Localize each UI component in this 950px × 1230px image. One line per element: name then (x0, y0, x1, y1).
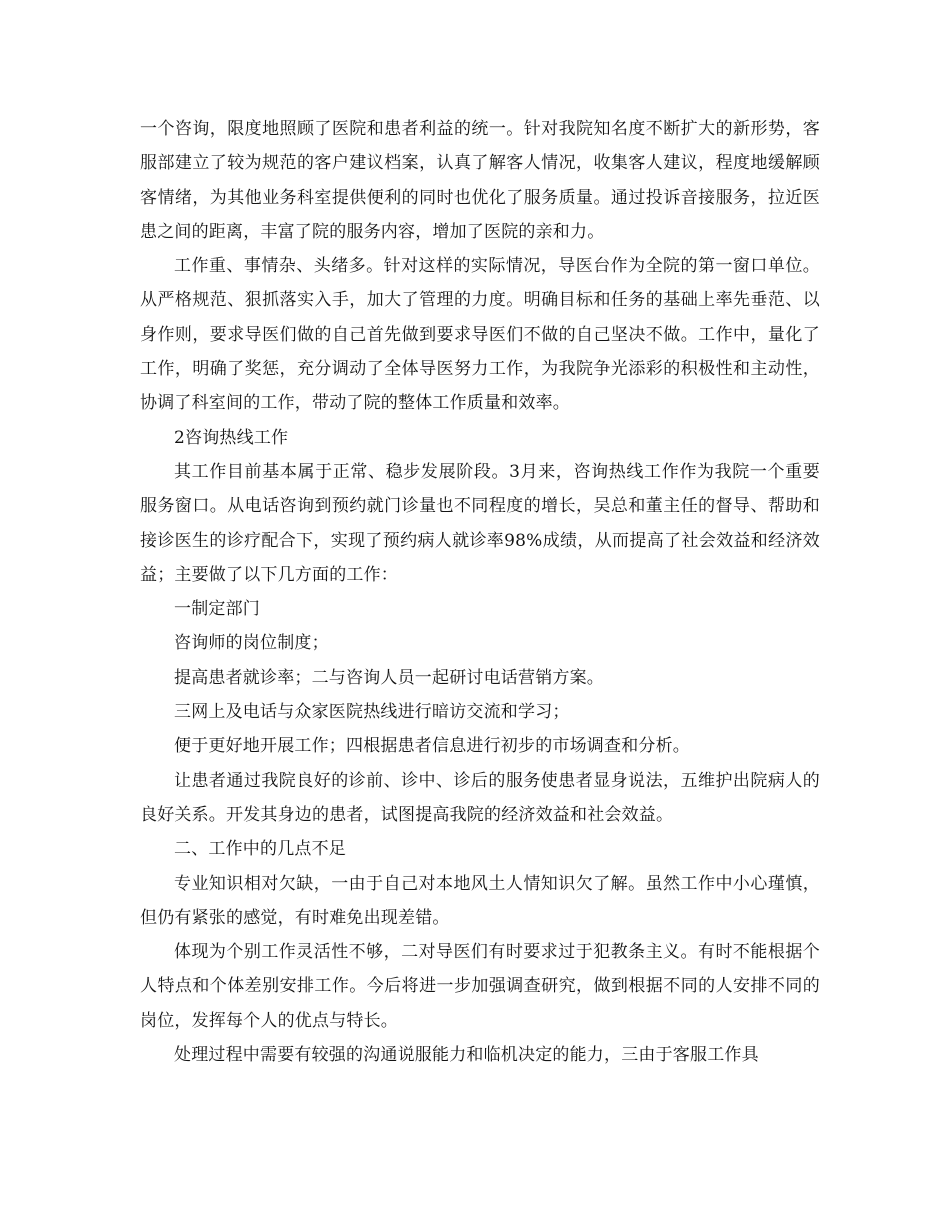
document-body (140, 112, 820, 1072)
paragraph-1: 一个咨询，限度地照顾了医院和患者利益的统一。针对我院知名度不断扩大的新形势，客服部建立了较为规范的客户建议档案，认真了解客人情况，收集客人建议，程度地缓解顾客情绪，为其他业务科室提供便利的同时也优化了服务质量。通过投诉音接服务，拉近医患之间的距离，丰富了院的服务内容，增加了医院的亲和力。 (140, 119, 820, 242)
list-item-3: 提高患者就诊率；二与咨询人员一起研讨电话营销方案。 (174, 667, 604, 688)
paragraph-3: 其工作目前基本属于正常、稳步发展阶段。3月来，咨询热线工作作为我院一个重要服务窗口。从电话咨询到预约就门诊量也不同程度的增长，吴总和董主任的督导、帮助和接诊医生的诊疗配合下，实现了预约病人就诊率98%成绩，从而提高了社会效益和经济效益；主要做了以下几方面的工作： (140, 461, 820, 585)
list-item-4: 三网上及电话与众家医院热线进行暗访交流和学习； (174, 702, 570, 723)
paragraph-2: 工作重、事情杂、头绪多。针对这样的实际情况，导医台作为全院的第一窗口单位。从严格规范、狠抓落实入手，加大了管理的力度。明确目标和任务的基础上率先垂范、以身作则，要求导医们做的自己首先做到要求导医们不做的自己坚决不做。工作中，量化了工作，明确了奖惩，充分调动了全体导医努力工作，为我院争光添彩的积极性和主动性，协调了科室间的工作，带动了院的整体工作质量和效率。 (140, 256, 820, 414)
list-item-2: 咨询师的岗位制度； (174, 633, 329, 654)
section-heading-shortcomings: 二、工作中的几点不足 (174, 839, 346, 860)
section-heading-hotline: 2咨询热线工作 (174, 427, 289, 448)
paragraph-6: 体现为个别工作灵活性不够，二对导医们有时要求过于犯教条主义。有时不能根据个人特点和个体差别安排工作。今后将进一步加强调查研究，做到根据不同的人安排不同的岗位，发挥每个人的优点与特长。 (140, 942, 820, 1031)
paragraph-4: 让患者通过我院良好的诊前、诊中、诊后的服务使患者显身说法，五维护出院病人的良好关系。开发其身边的患者，试图提高我院的经济效益和社会效益。 (140, 770, 820, 825)
list-item-1: 一制定部门 (174, 599, 260, 620)
paragraph-5: 专业知识相对欠缺，一由于自己对本地风土人情知识欠了解。虽然工作中小心瑾慎，但仍有紧张的感觉，有时难免出现差错。 (140, 873, 820, 928)
list-item-5: 便于更好地开展工作；四根据患者信息进行初步的市场调查和分析。 (174, 736, 690, 757)
paragraph-7: 处理过程中需要有较强的沟通说服能力和临机决定的能力，三由于客服工作具 (174, 1045, 759, 1066)
